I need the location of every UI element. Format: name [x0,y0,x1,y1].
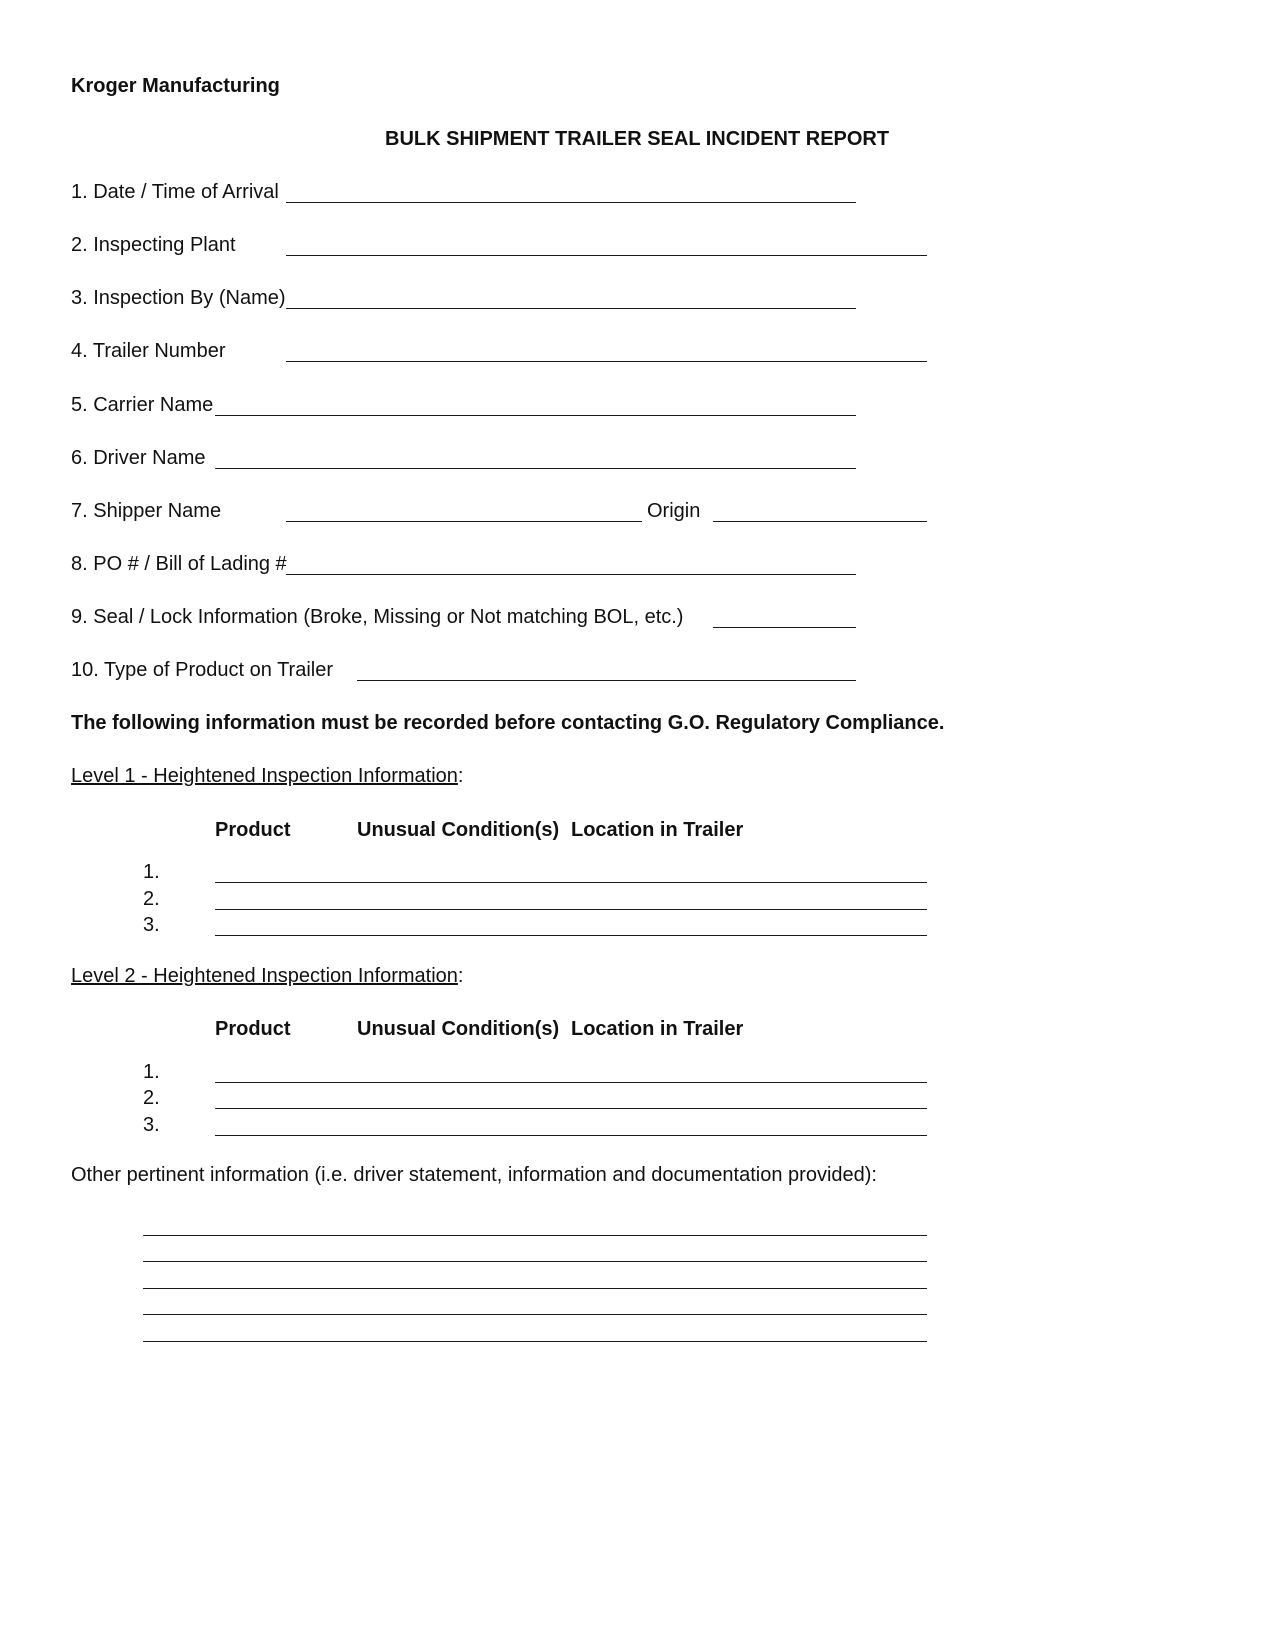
seal-lock-field[interactable] [713,627,856,628]
po-bol-label: 8. PO # / Bill of Lading # [71,553,287,575]
origin-field[interactable] [713,521,927,522]
level2-row-number: 2. [143,1087,160,1109]
level1-col-product: Product [215,819,291,841]
arrival-label: 1. Date / Time of Arrival [71,181,279,203]
level2-row-line[interactable] [215,1108,927,1109]
level1-col-location: Location in Trailer [571,819,744,841]
shipper-name-label: 7. Shipper Name [71,500,222,522]
level2-row-number: 1. [143,1061,160,1083]
shipper-name-field[interactable] [286,521,642,522]
compliance-notice: The following information must be recorded before contacting G.O. Regulatory Compliance. [71,712,945,734]
carrier-name-label: 5. Carrier Name [71,394,214,416]
carrier-name-field[interactable] [215,415,856,416]
level2-col-location: Location in Trailer [571,1018,744,1040]
level1-row-line[interactable] [215,935,927,936]
level2-row-number: 3. [143,1114,160,1136]
level2-row-line[interactable] [215,1135,927,1136]
level2-heading-colon: : [457,965,464,987]
other-info-line[interactable] [143,1261,927,1262]
origin-label: Origin [647,500,701,522]
level2-col-condition: Unusual Condition(s) [357,1018,560,1040]
inspecting-plant-field[interactable] [286,255,927,256]
inspection-by-field[interactable] [286,308,856,309]
level2-col-product: Product [215,1018,291,1040]
product-type-field[interactable] [357,680,856,681]
driver-name-field[interactable] [215,468,856,469]
level1-row-line[interactable] [215,909,927,910]
level1-heading-text: Level 1 - Heightened Inspection Information [71,765,458,787]
seal-lock-label: 9. Seal / Lock Information (Broke, Missing or Not matching BOL, etc.) [71,606,684,628]
level1-col-condition: Unusual Condition(s) [357,819,560,841]
level1-heading-colon: : [457,765,464,787]
driver-name-label: 6. Driver Name [71,447,206,469]
level1-row-number: 2. [143,888,160,910]
product-type-label: 10. Type of Product on Trailer [71,659,334,681]
form-title: BULK SHIPMENT TRAILER SEAL INCIDENT REPORT [385,128,890,150]
level2-heading [71,964,463,988]
other-info-label: Other pertinent information (i.e. driver statement, information and documentation provided): [71,1164,877,1186]
inspection-by-label: 3. Inspection By (Name) [71,287,286,309]
other-info-line[interactable] [143,1288,927,1289]
trailer-number-field[interactable] [286,361,927,362]
arrival-field[interactable] [286,202,856,203]
other-info-line[interactable] [143,1341,927,1342]
other-info-line[interactable] [143,1235,927,1236]
level1-row-number: 1. [143,861,160,883]
level2-row-line[interactable] [215,1082,927,1083]
level1-row-line[interactable] [215,882,927,883]
level1-heading [71,764,463,788]
trailer-number-label: 4. Trailer Number [71,340,226,362]
company-name: Kroger Manufacturing [71,75,280,97]
po-bol-field[interactable] [286,574,856,575]
inspecting-plant-label: 2. Inspecting Plant [71,234,236,256]
other-info-line[interactable] [143,1314,927,1315]
level2-heading-text: Level 2 - Heightened Inspection Information [71,965,458,987]
level1-row-number: 3. [143,914,160,936]
